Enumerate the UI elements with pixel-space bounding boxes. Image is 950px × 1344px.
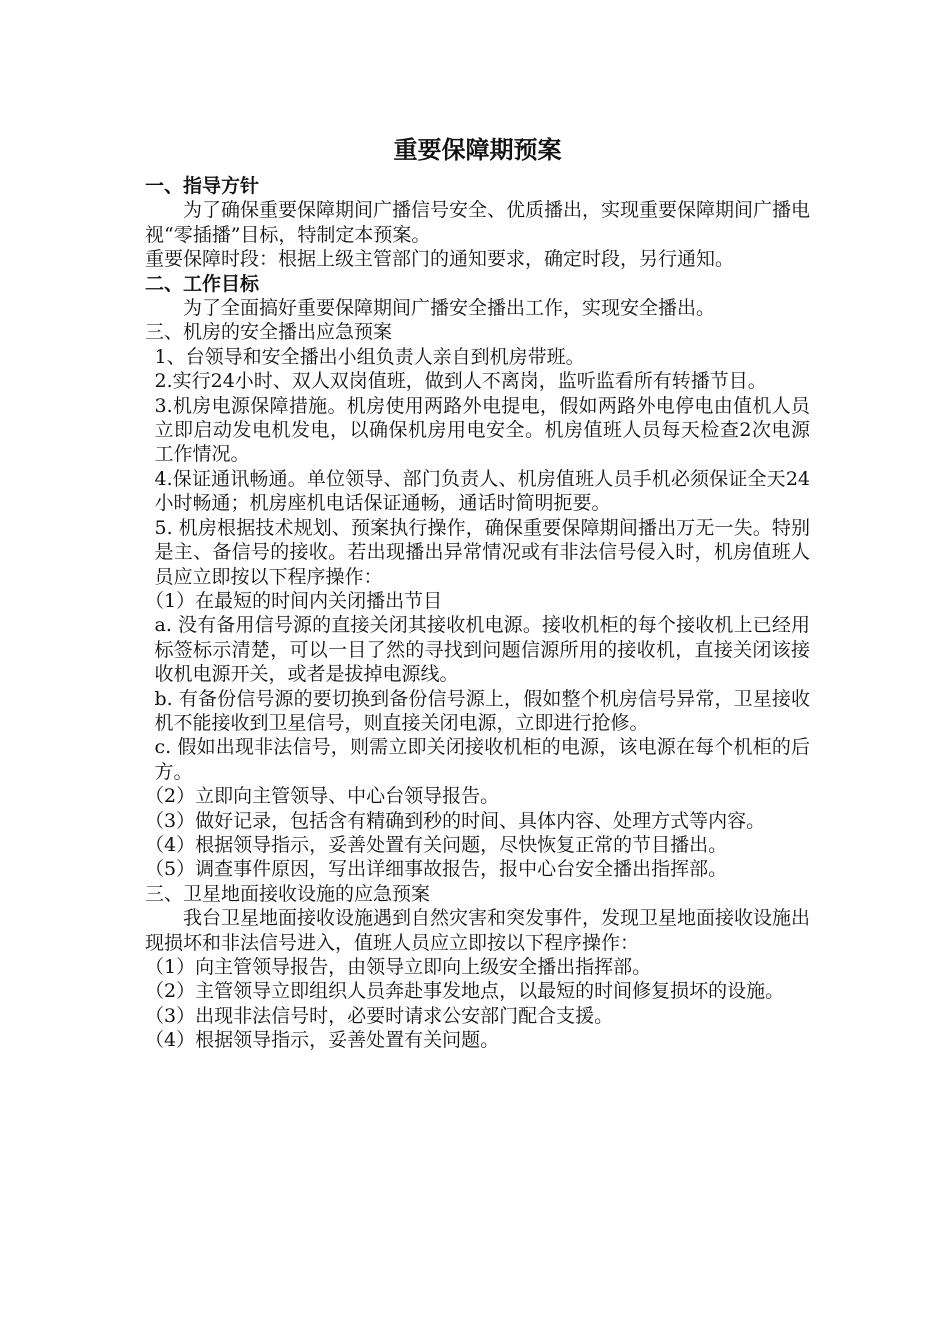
paragraph: 为了确保重要保障期间广播信号安全、优质播出，实现重要保障期间广播电视“零插播”目标，特制定本预案。 xyxy=(145,199,811,246)
section-heading-satellite-plan: 三、卫星地面接收设施的应急预案 xyxy=(145,882,431,905)
paragraph: 我台卫星地面接收设施遇到自然灾害和突发事件，发现卫星地面接收设施出现损坏和非法信号进入，值班人员应立即按以下程序操作： xyxy=(145,907,811,954)
list-item: （1）向主管领导报告，由领导立即向上级安全播出指挥部。 xyxy=(145,956,652,978)
list-item: a. 没有备用信号源的直接关闭其接收机电源。接收机柜的每个接收机上已经用标签标示清楚，可以一目了然的寻找到问题信源所用的接收机，直接关闭该接收机电源开关，或者是拔掉电源线。 xyxy=(154,614,810,686)
document-page xyxy=(145,130,810,1053)
list-item: 5. 机房根据技术规划、预案执行操作，确保重要保障期间播出万无一失。特别是主、备信号的接收。若出现播出异常情况或有非法信号侵入时，机房值班人员应立即按以下程序操作： xyxy=(154,516,810,588)
paragraph: 重要保障时段：根据上级主管部门的通知要求，确定时段，另行通知。 xyxy=(145,248,735,271)
section-heading-machine-room-plan: 三、机房的安全播出应急预案 xyxy=(145,321,393,344)
section-heading-guiding-principle: 一、指导方针 xyxy=(145,175,260,197)
list-item: （4）根据领导指示，妥善处置有关问题。 xyxy=(145,1029,500,1052)
list-item: （2）立即向主管领导、中心台领导报告。 xyxy=(145,785,500,808)
list-item: （4）根据领导指示，妥善处置有关问题，尽快恢复正常的节目播出。 xyxy=(145,833,728,856)
list-item: （5）调查事件原因，写出详细事故报告，报中心台安全播出指挥部。 xyxy=(145,858,728,881)
list-item: c. 假如出现非法信号，则需立即关闭接收机柜的电源，该电源在每个机柜的后方。 xyxy=(154,736,810,783)
list-item: （2）主管领导立即组织人员奔赴事发地点，以最短的时间修复损坏的设施。 xyxy=(145,980,785,1003)
list-item: 3.机房电源保障措施。机房使用两路外电提电，假如两路外电停电由值机人员立即启动发电机发电，以确保机房用电安全。机房值班人员每天检查2次电源工作情况。 xyxy=(154,394,810,466)
paragraph: 为了全面搞好重要保障期间广播安全播出工作，实现安全播出。 xyxy=(183,297,716,320)
list-item: 1、台领导和安全播出小组负责人亲自到机房带班。 xyxy=(154,345,585,368)
list-item: b. 有备份信号源的要切换到备份信号源上，假如整个机房信号异常，卫星接收机不能接收到卫星信号，则直接关闭电源，立即进行抢修。 xyxy=(154,687,810,734)
list-item: 2.实行24小时、双人双岗值班，做到人不离岗，监听监看所有转播节目。 xyxy=(154,370,767,393)
list-item: （3）出现非法信号时，必要时请求公安部门配合支援。 xyxy=(145,1004,614,1027)
list-item: （3）做好记录，包括含有精确到秒的时间、具体内容、处理方式等内容。 xyxy=(145,809,766,832)
list-item: 4.保证通讯畅通。单位领导、部门负责人、机房值班人员手机必须保证全天24小时畅通；机房座机电话保证通畅，通话时简明扼要。 xyxy=(154,467,810,515)
list-item: （1）在最短的时间内关闭播出节目 xyxy=(145,589,443,612)
document-title: 重要保障期预案 xyxy=(393,136,562,164)
section-heading-work-goal: 二、工作目标 xyxy=(145,272,260,295)
